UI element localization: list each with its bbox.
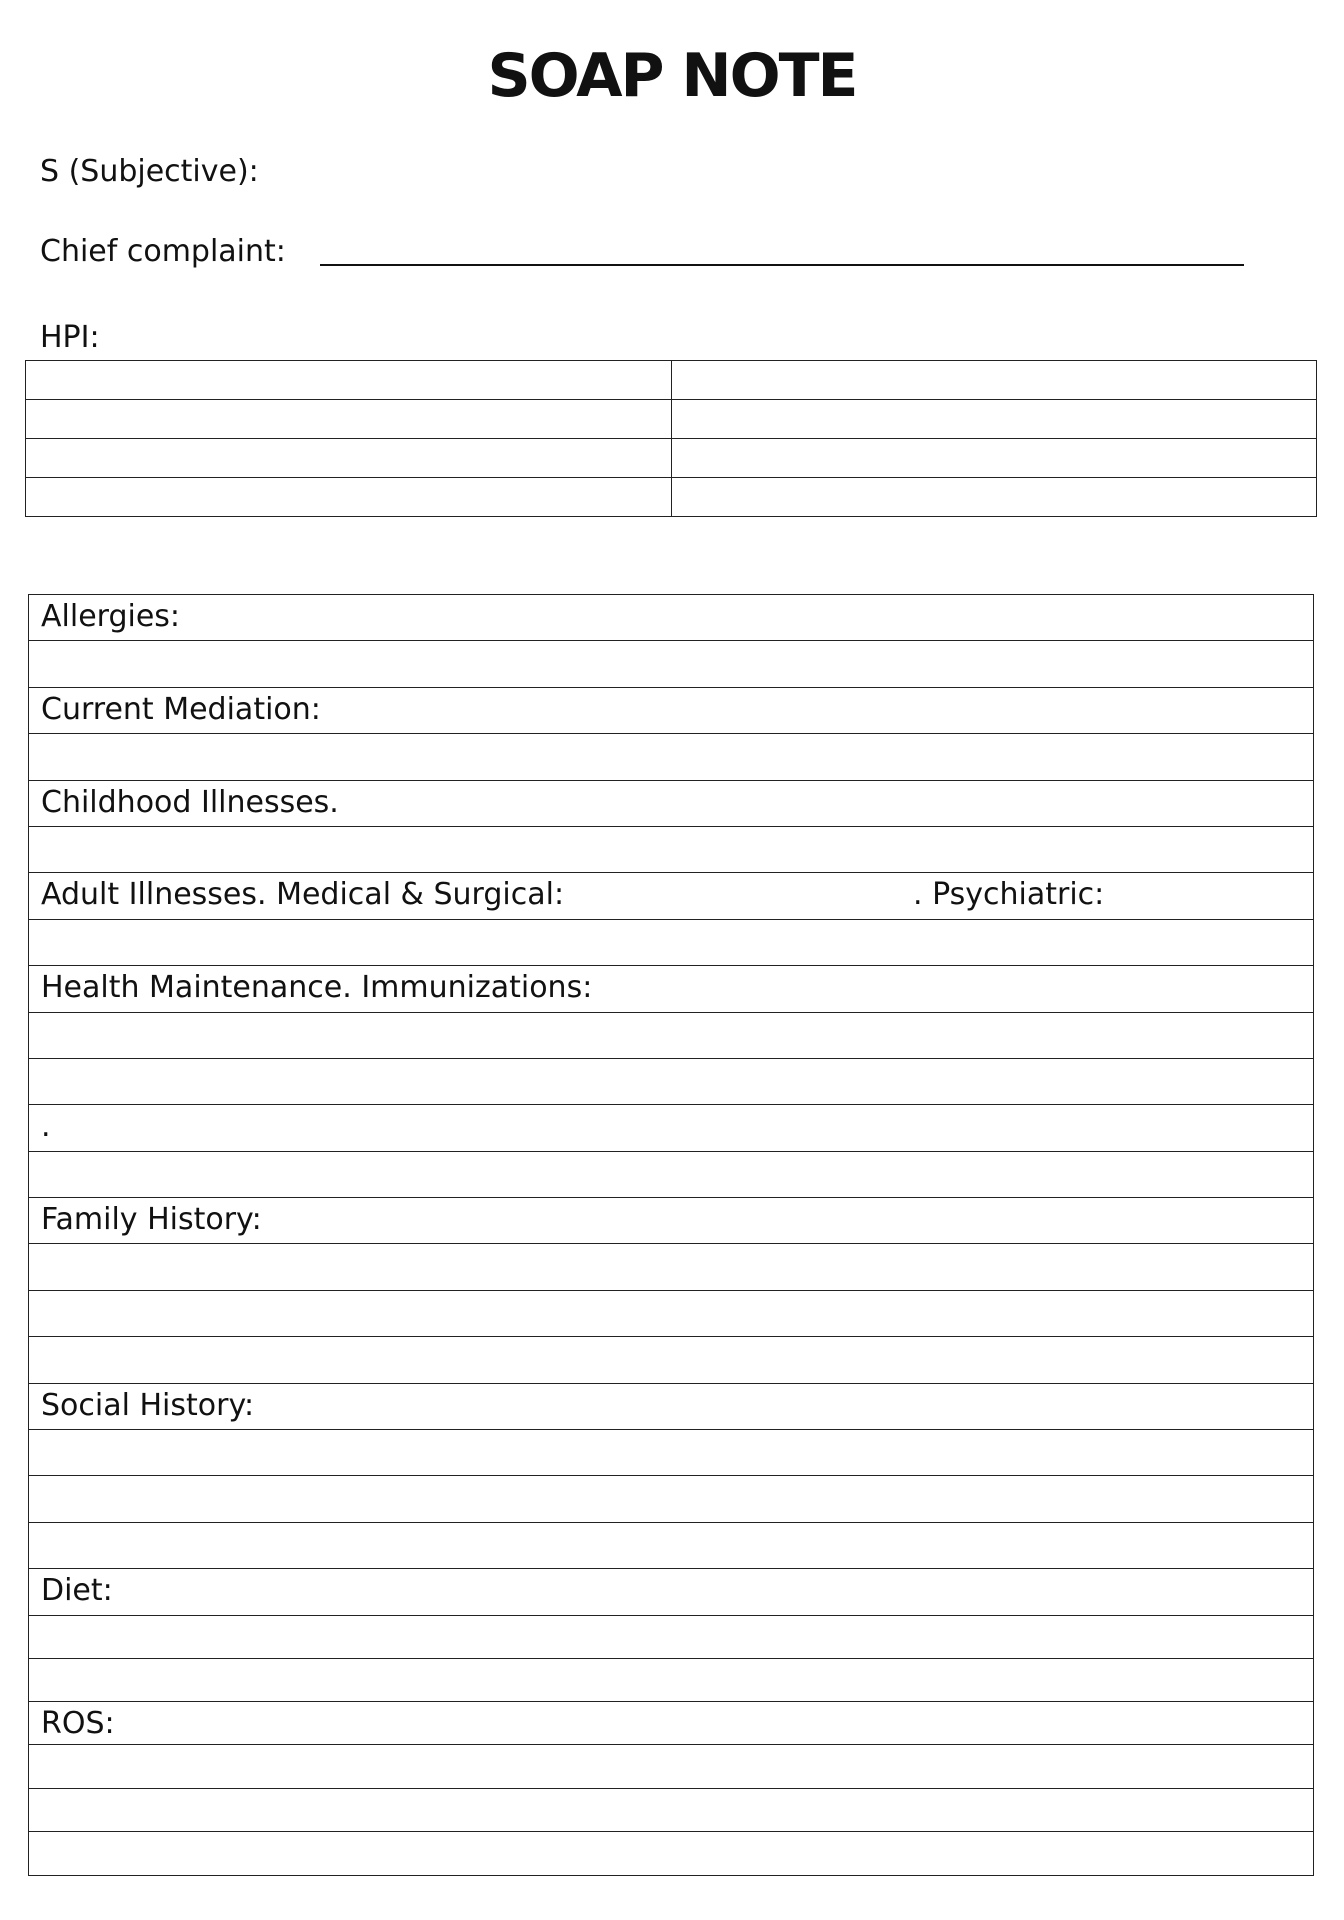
chief-complaint-label: Chief complaint: [40,234,286,269]
hpi-row [26,361,1317,400]
history-label-row [29,1105,1313,1151]
history-blank-row[interactable] [29,1430,1313,1476]
history-row-label: Current Mediation: [41,691,321,727]
history-blank-row[interactable] [29,641,1313,687]
history-blank-row[interactable] [29,1745,1313,1788]
page-title: SOAP NOTE [487,41,857,111]
history-row-label: ROS: [41,1706,115,1742]
history-label-row [29,688,1313,734]
hpi-label: HPI: [40,320,100,355]
hpi-row [26,478,1317,517]
history-label-row [29,966,1313,1012]
history-row-label: Family History: [41,1202,262,1238]
history-label-row [29,1198,1313,1244]
history-row-label: Childhood Illnesses. [41,784,339,820]
history-label-row [29,595,1313,641]
history-label-row [29,1569,1313,1615]
history-row-label: Adult Illnesses. Medical & Surgical: [41,877,565,913]
history-blank-row[interactable] [29,1476,1313,1522]
history-blank-row[interactable] [29,1616,1313,1659]
hpi-cell[interactable] [26,361,672,400]
history-blank-row[interactable] [29,1789,1313,1832]
hpi-cell[interactable] [26,439,672,478]
hpi-row [26,400,1317,439]
hpi-cell[interactable] [671,400,1317,439]
history-row-label: Health Maintenance. Immunizations: [41,970,593,1006]
hpi-row [26,439,1317,478]
history-blank-row[interactable] [29,1013,1313,1059]
history-blank-row[interactable] [29,1244,1313,1290]
history-blank-row[interactable] [29,1152,1313,1198]
hpi-cell[interactable] [26,400,672,439]
history-blank-row[interactable] [29,1337,1313,1383]
history-row-label: Diet: [41,1573,113,1609]
hpi-table [25,360,1317,517]
history-blank-row[interactable] [29,1291,1313,1337]
hpi-cell[interactable] [671,361,1317,400]
history-row-label: Allergies: [41,599,181,634]
history-label-row [29,1702,1313,1745]
history-blank-row[interactable] [29,1832,1313,1875]
history-blank-row[interactable] [29,1523,1313,1569]
history-blank-row[interactable] [29,734,1313,780]
chief-complaint-field[interactable] [320,264,1244,266]
history-label-row [29,1384,1313,1430]
psychiatric-label: . Psychiatric: [913,877,1105,913]
history-blank-row[interactable] [29,920,1313,966]
history-blank-row[interactable] [29,827,1313,873]
history-table [28,594,1314,1876]
history-blank-row[interactable] [29,1659,1313,1702]
hpi-cell[interactable] [671,478,1317,517]
history-label-row [29,781,1313,827]
history-row-label: Social History: [41,1387,255,1423]
history-blank-row[interactable] [29,1059,1313,1105]
history-row-label: . [41,1109,51,1145]
subjective-label: S (Subjective): [40,154,259,189]
history-label-row [29,873,1313,919]
hpi-cell[interactable] [671,439,1317,478]
hpi-cell[interactable] [26,478,672,517]
